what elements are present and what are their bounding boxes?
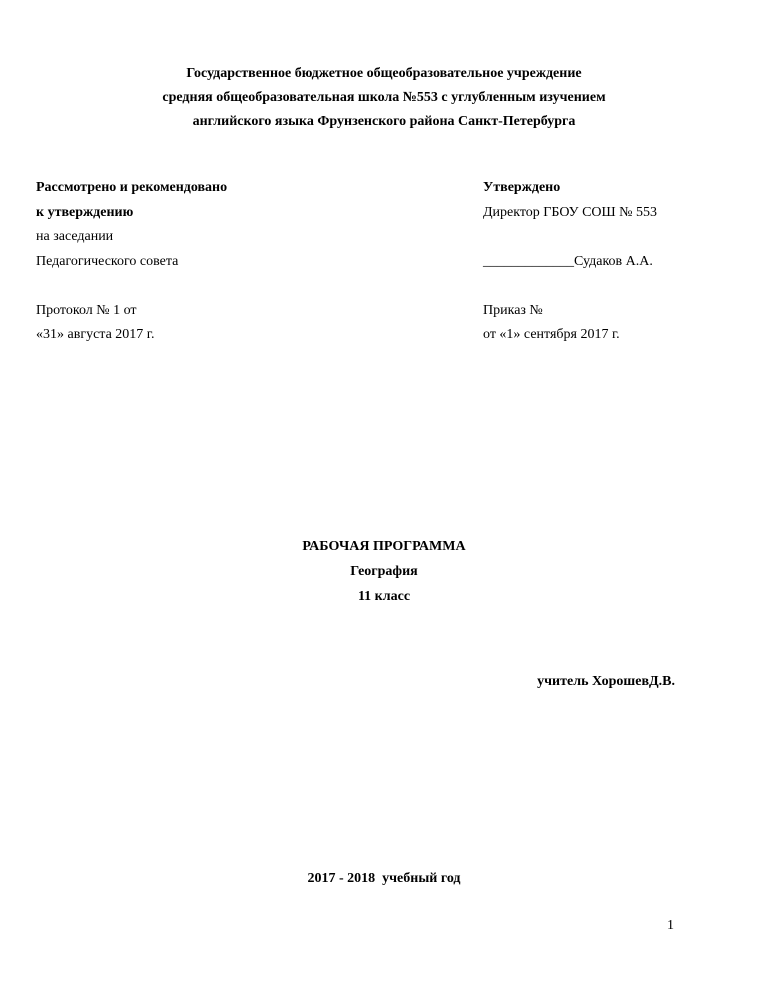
program-subject: География — [350, 564, 418, 579]
page-number: 1 — [667, 918, 674, 933]
reviewed-block — [36, 176, 376, 348]
spacer — [483, 274, 743, 299]
spacer — [36, 274, 376, 299]
order-date: от «1» сентября 2017 г. — [483, 327, 620, 342]
reviewed-council: Педагогического совета — [36, 253, 179, 269]
approved-heading: Утверждено — [483, 180, 561, 195]
spacer — [483, 225, 743, 250]
academic-year: 2017 - 2018 учебный год — [307, 871, 461, 886]
reviewed-heading: Рассмотрено и рекомендовано — [36, 180, 228, 195]
protocol-number: Протокол № 1 от — [36, 302, 137, 318]
program-title-block — [0, 534, 768, 609]
director-signature: _____________Судаков А.А. — [483, 253, 653, 269]
institution-header — [0, 62, 768, 134]
program-grade: 11 класс — [357, 589, 411, 604]
header-line-2: средняя общеобразовательная школа №553 с углубленным изучением — [162, 90, 606, 105]
header-line-3: английского языка Фрунзенского района Санкт-Петербурга — [192, 114, 576, 129]
teacher-name: учитель ХорошевД.В. — [537, 674, 675, 689]
program-title: РАБОЧАЯ ПРОГРАММА — [302, 539, 466, 554]
header-line-1: Государственное бюджетное общеобразовательное учреждение — [186, 66, 582, 81]
reviewed-meeting: на заседании — [36, 229, 114, 244]
order-number: Приказ № — [483, 302, 543, 318]
reviewed-for-approval: к утверждению — [36, 204, 134, 220]
approved-block — [483, 176, 743, 348]
protocol-date: «31» августа 2017 г. — [36, 327, 155, 342]
director-title: Директор ГБОУ СОШ № 553 — [483, 204, 658, 220]
